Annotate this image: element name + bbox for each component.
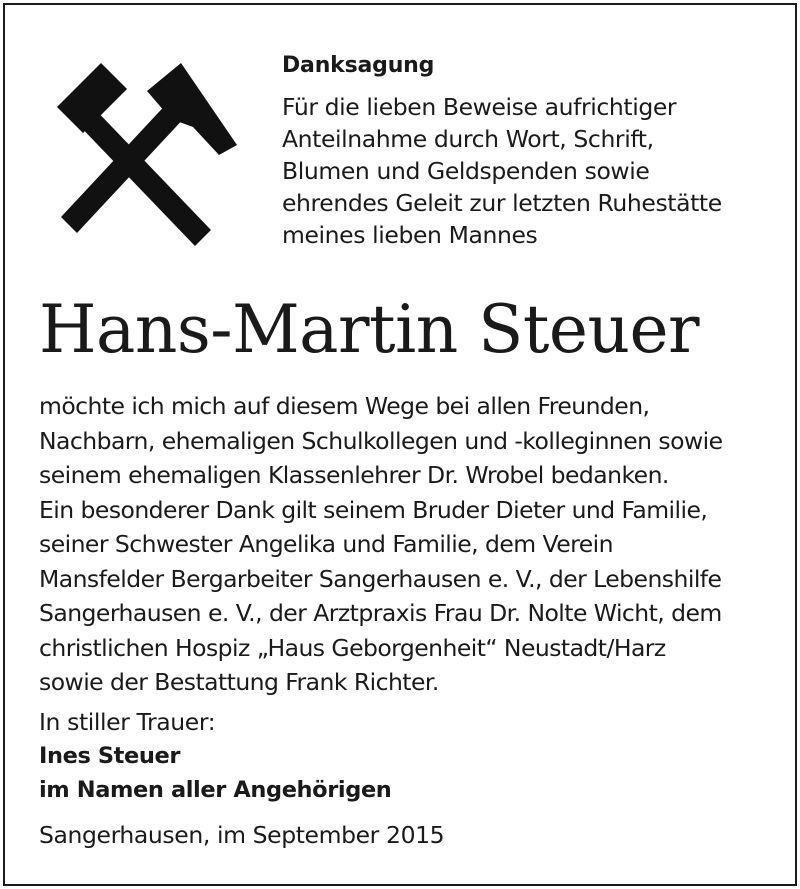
body-line: sowie der Bestattung Frank Richter.: [39, 668, 439, 696]
place-and-date: Sangerhausen, im September 2015: [39, 821, 445, 849]
intro-line: Blumen und Geldspenden sowie: [282, 157, 650, 185]
body-line: seinem ehemaligen Klassenlehrer Dr. Wrobel bedanken.: [39, 461, 669, 489]
intro-line: ehrendes Geleit zur letzten Ruhestätte: [282, 189, 722, 217]
intro-title: Danksagung: [282, 53, 435, 78]
obituary-notice: [3, 3, 797, 886]
signoff-family: im Namen aller Angehörigen: [39, 777, 392, 803]
hammer-and-pick-icon: [43, 63, 243, 248]
body-line: Nachbarn, ehemaligen Schulkollegen und -kolleginnen sowie: [39, 426, 723, 455]
body-line: christlichen Hospiz „Haus Geborgenheit“ Neustadt/Harz: [39, 633, 666, 662]
intro-line: Anteilnahme durch Wort, Schrift,: [282, 125, 654, 153]
body-line: möchte ich mich auf diesem Wege bei allen Freunden,: [39, 392, 650, 420]
intro-block: [282, 51, 782, 251]
intro-line: meines lieben Mannes: [282, 221, 538, 249]
body-line: Mansfelder Bergarbeiter Sangerhausen e. V., der Lebenshilfe: [39, 564, 722, 593]
signoff-name: Ines Steuer: [39, 743, 181, 769]
body-text: [39, 389, 789, 700]
signoff-block: [39, 705, 789, 807]
body-line: Ein besonderer Dank gilt seinem Bruder Dieter und Familie,: [39, 495, 708, 524]
intro-line: Für die lieben Beweise aufrichtiger: [282, 93, 677, 121]
signoff-intro: In stiller Trauer:: [39, 708, 216, 736]
body-line: seiner Schwester Angelika und Familie, dem Verein: [39, 530, 613, 558]
deceased-name: Hans-Martin Steuer: [39, 291, 700, 368]
body-line: Sangerhausen e. V., der Arztpraxis Frau Dr. Nolte Wicht, dem: [39, 599, 722, 627]
